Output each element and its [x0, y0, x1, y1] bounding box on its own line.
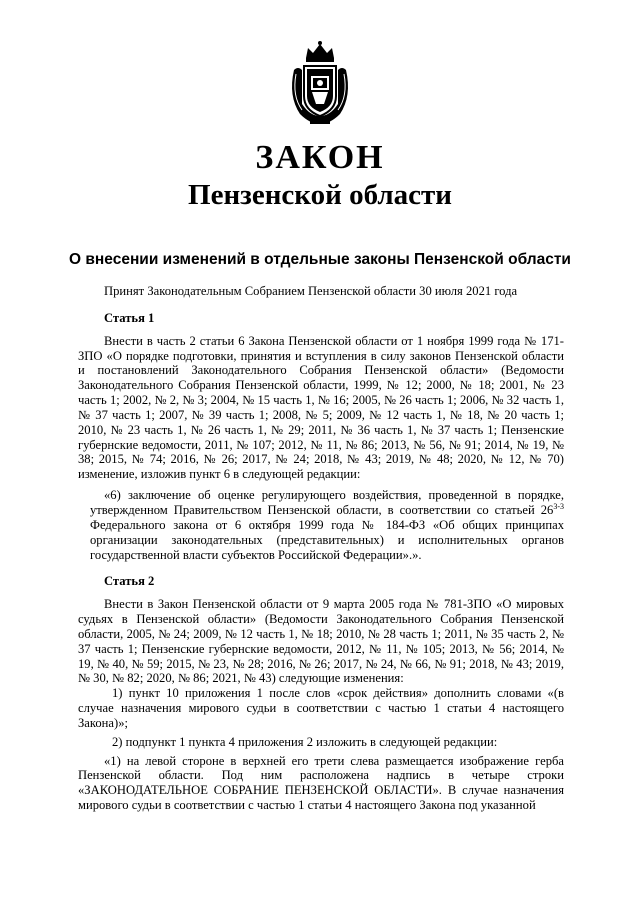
document-subtitle: Пензенской области — [188, 179, 452, 211]
document-title: ЗАКОН — [255, 139, 385, 176]
article-2-label: Статья 2 — [104, 574, 155, 589]
law-heading: О внесении изменений в отдельные законы Пензенской области — [69, 251, 571, 268]
article-2-paragraph: Внести в Закон Пензенской области от 9 марта 2005 года № 781-ЗПО «О мировых судьях в Пензенской области» (Ведомости Законодательного Собрания Пензенской области, 2005, № 24; 2009, № 12 часть 1, № 18; 2010, № 28 часть 1; 2011, № 35 часть 2, № 37 часть 1; Пензенские губернские ведомости, 2012, № 11, № 105; 2013, № 56; 2014, № 19, № 40, № 59; 2015, № 23, № 28; 2016, № 26; 2017, № 24, № 66, № 91; 2018, № 43; 2019, № 30, № 82; 2020, № 86; 2021, № 43) следующие изменения: — [78, 597, 564, 686]
article-2-item-1: 1) пункт 10 приложения 1 после слов «срок действия» дополнить словами «(в случае назначения мирового судьи в соответствии с частью 1 статьи 4 настоящего Закона)»; — [78, 686, 564, 730]
article-1-quote-text: «6) заключение об оценке регулирующего воздействия, проведенной в порядке, утвержденном Правительством Пензенской области, в соответствии со статьей 26 — [90, 488, 564, 517]
article-2-item-2: 2) подпункт 1 пункта 4 приложения 2 изложить в следующей редакции: — [112, 734, 498, 749]
article-1-label: Статья 1 — [104, 310, 155, 325]
article-2-item-3: «1) на левой стороне в верхней его трети слева размещается изображение герба Пензенской области. Под ним расположена надпись в четыре строки «ЗАКОНОДАТЕЛЬНОЕ СОБРАНИЕ ПЕНЗЕНСКОЙ ОБЛАСТИ». В случае назначения мирового судьи в соответствии с частью 1 статьи 4 настоящего Закона под указанной — [78, 753, 564, 813]
document-body — [78, 282, 564, 813]
coat-of-arms-icon — [286, 40, 354, 126]
article-1-quote — [78, 488, 564, 562]
article-1-paragraph: Внести в часть 2 статьи 6 Закона Пензенской области от 1 ноября 1999 года № 171-ЗПО «О порядке подготовки, принятия и вступления в силу законов Пензенской области и постановлений Законодательного Собрания Пензенской области» (Ведомости Законодательного Собрания Пензенской области, 1999, № 12; 2000, № 18; 2001, № 23 часть 1; 2002, № 2, № 3; 2004, № 15 часть 1, № 16; 2005, № 26 часть 1; 2006, № 32 часть 1, № 37 часть 1; 2007, № 39 часть 1; 2008, № 5; 2009, № 12 часть 1, № 18, № 20 часть 1; 2010, № 23 часть 1, № 26 часть 1, № 29; 2011, № 36 часть 1, № 37 часть 1; Пензенские губернские ведомости, 2011, № 107; 2012, № 11, № 86; 2013, № 56, № 91; 2014, № 19, № 38; 2015, № 74; 2016, № 26; 2017, № 24; 2018, № 43; 2019, № 48; 2020, № 12, № 70) изменение, изложив пункт 6 в следующей редакции: — [78, 333, 564, 482]
article-1-quote-superscript: 3-3 — [553, 501, 564, 511]
adoption-note: Принят Законодательным Собранием Пензенской области 30 июля 2021 года — [104, 284, 518, 298]
article-1-quote-text-cont: Федерального закона от 6 октября 1999 года № 184-ФЗ «Об общих принципах организации законодательных (представительных) и исполнительных органов государственной власти субъектов Российской Федерации».». — [90, 517, 564, 562]
